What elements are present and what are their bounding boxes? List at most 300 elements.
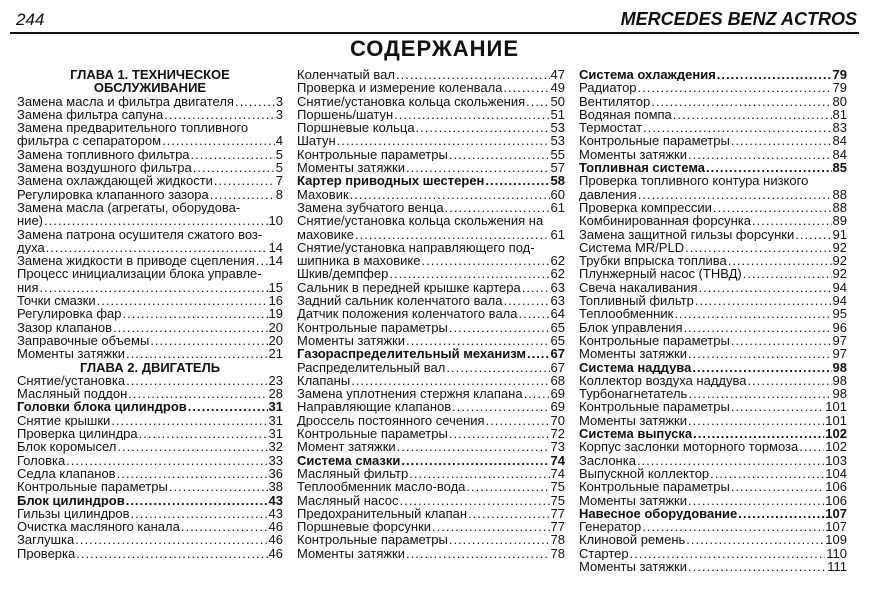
dot-leader [401, 454, 549, 467]
toc-entry[interactable] [297, 201, 565, 214]
toc-entry[interactable] [17, 507, 283, 520]
dot-leader [446, 361, 549, 374]
toc-entry-title: Направляющие клапанов [297, 400, 452, 414]
dot-leader [162, 134, 275, 147]
toc-page-number: 53 [550, 134, 565, 148]
toc-entry-title: Замена уплотнения стержня клапана [297, 387, 523, 401]
dot-leader [66, 454, 267, 467]
toc-entry-title: Клапаны [297, 373, 351, 388]
dot-leader [642, 520, 824, 533]
dot-leader [337, 134, 550, 147]
toc-entry-title: Контрольные параметры [579, 333, 730, 348]
toc-entry[interactable] [579, 267, 847, 280]
toc-page-number: 43 [268, 506, 283, 521]
dot-leader [126, 494, 268, 507]
toc-entry[interactable] [579, 374, 847, 387]
toc-page-number: 102 [825, 440, 847, 454]
toc-entry[interactable] [297, 547, 565, 560]
dot-leader [713, 201, 832, 214]
toc-entry[interactable] [17, 387, 283, 400]
dot-leader [75, 533, 267, 546]
dot-leader [128, 387, 267, 400]
toc-entry-title: Моменты затяжки [579, 147, 688, 162]
dot-leader [522, 281, 550, 294]
toc-page-number: 72 [550, 427, 565, 441]
dot-leader [527, 347, 550, 360]
toc-entry-title: Заслонка [579, 453, 636, 467]
toc-entry[interactable] [579, 480, 847, 493]
dot-leader [117, 440, 267, 453]
toc-entry[interactable] [579, 134, 847, 147]
toc-section[interactable] [297, 347, 565, 360]
toc-entry[interactable] [297, 467, 565, 480]
toc-entry[interactable] [297, 294, 565, 307]
dot-leader [46, 241, 268, 254]
toc-page-number: 63 [550, 280, 565, 295]
toc-page-number: 51 [550, 107, 565, 122]
toc-page-number: 19 [268, 307, 283, 321]
toc-entry-title: Седла клапанов [17, 466, 116, 481]
toc-entry[interactable] [579, 334, 847, 347]
toc-entry-title: Проверка цилиндра [17, 427, 138, 441]
toc-page-number: 98 [832, 373, 847, 388]
toc-page-number: 62 [550, 254, 565, 268]
toc-page-number: 74 [550, 466, 565, 481]
toc-entry[interactable] [297, 533, 565, 546]
toc-entry[interactable] [17, 294, 283, 307]
toc-entry[interactable] [297, 334, 565, 347]
toc-section[interactable] [579, 427, 847, 440]
toc-page-number: 73 [550, 440, 565, 454]
toc-entry[interactable] [17, 480, 283, 493]
page-title: СОДЕРЖАНИЕ [349, 36, 520, 61]
toc-entry-title: Корпус заслонки моторного тормоза [579, 440, 799, 454]
toc-page-number: 81 [832, 107, 847, 122]
toc-page-number: 106 [825, 480, 847, 494]
toc-entry[interactable] [297, 520, 565, 533]
toc-entry[interactable] [297, 281, 565, 294]
toc-entry[interactable] [17, 108, 283, 121]
dot-leader [706, 161, 832, 174]
toc-entry-line: Замена патрона осушителя сжатого воз- [17, 227, 263, 241]
toc-entry-title: Масляный поддон [17, 387, 128, 401]
toc-page-number: 101 [825, 400, 847, 414]
dot-leader [169, 480, 268, 493]
toc-page-number: 68 [550, 373, 565, 388]
toc-entry[interactable] [579, 454, 847, 467]
toc-section[interactable] [297, 174, 565, 187]
toc-entry[interactable] [579, 241, 847, 254]
toc-entry-title: Плунжерный насос (ТНВД) [579, 267, 742, 281]
toc-page-number: 83 [832, 121, 847, 135]
toc-page-number: 4 [275, 134, 283, 148]
toc-entry-title: Система наддува [579, 360, 692, 374]
toc-entry[interactable] [17, 267, 283, 294]
toc-page-number: 60 [550, 187, 565, 201]
toc-page-number: 101 [825, 413, 847, 428]
toc-entry[interactable] [17, 334, 283, 347]
chapter-heading [17, 68, 283, 95]
dot-leader [164, 108, 274, 121]
dot-leader [445, 201, 550, 214]
dot-leader [122, 307, 267, 320]
toc-page-number: 69 [550, 400, 565, 414]
toc-entry-title: Гильзы цилиндров [17, 506, 130, 521]
toc-entry-title: ния [17, 280, 39, 295]
toc-page-number: 5 [275, 147, 283, 162]
toc-entry[interactable] [297, 68, 565, 81]
toc-entry-title: Замена защитной гильзы форсунки [579, 227, 795, 241]
toc-page-number: 38 [268, 480, 283, 494]
toc-page-number: 62 [550, 267, 565, 281]
toc-entry-title: Зазор клапанов [17, 320, 113, 334]
dot-leader [688, 414, 824, 427]
toc-page-number: 16 [268, 294, 283, 308]
toc-entry[interactable] [297, 95, 565, 108]
dot-leader [485, 174, 549, 187]
toc-entry[interactable] [579, 547, 847, 560]
toc-entry[interactable] [17, 374, 283, 387]
toc-entry-line: Замена масла (агрегаты, оборудова- [17, 200, 241, 215]
toc-entry[interactable] [17, 520, 283, 533]
toc-entry-title: Теплообменник [579, 307, 674, 321]
toc-entry[interactable] [17, 347, 283, 360]
toc-page-number: 65 [550, 320, 565, 334]
toc-page-number: 103 [825, 453, 847, 467]
toc-entry[interactable] [297, 161, 565, 174]
toc-entry[interactable] [297, 134, 565, 147]
dot-leader [449, 148, 550, 161]
toc-entry-title: Контрольные параметры [297, 427, 448, 441]
toc-entry[interactable] [579, 440, 847, 453]
toc-entry[interactable] [579, 214, 847, 227]
toc-entry[interactable] [297, 361, 565, 374]
toc-page-number: 88 [832, 200, 847, 215]
dot-leader [684, 321, 832, 334]
toc-entry[interactable] [579, 81, 847, 94]
toc-entry[interactable] [297, 81, 565, 94]
toc-entry-title: Снятие/установка [17, 373, 126, 388]
toc-entry-title: Картер приводных шестерен [297, 174, 485, 188]
toc-entry-title: Моменты затяжки [579, 493, 688, 507]
toc-page-number: 92 [832, 254, 847, 268]
dot-leader [39, 281, 267, 294]
toc-page-number: 3 [275, 94, 283, 108]
dot-leader [738, 507, 824, 520]
dot-leader [688, 387, 831, 400]
toc-entry[interactable] [17, 121, 283, 148]
toc-page-number: 31 [268, 427, 283, 441]
dot-leader [503, 294, 549, 307]
toc-entry[interactable] [297, 121, 565, 134]
toc-page-number: 104 [825, 466, 847, 481]
toc-entry-title: Блок управления [579, 320, 683, 334]
toc-entry[interactable] [297, 374, 565, 387]
toc-entry-title: Газораспределительный механизм [297, 347, 526, 361]
toc-page-number: 21 [268, 347, 283, 361]
dot-leader [214, 174, 275, 187]
toc-entry-title: Сальник в передней крышке картера [297, 280, 521, 295]
toc-entry-title: Система MR/PLD [579, 240, 685, 255]
toc-section[interactable] [17, 400, 283, 413]
toc-entry[interactable] [297, 507, 565, 520]
toc-entry[interactable] [297, 400, 565, 413]
toc-entry-title: Моменты затяжки [579, 413, 688, 428]
toc-entry[interactable] [17, 201, 283, 228]
toc-entry[interactable] [17, 414, 283, 427]
toc-section[interactable] [297, 454, 565, 467]
toc-entry-title: Регулировка клапанного зазора [17, 187, 209, 201]
toc-page-number: 91 [832, 227, 847, 241]
toc-entry-title: Проверка и измерение коленвала [297, 81, 503, 95]
toc-entry[interactable] [579, 467, 847, 480]
toc-page-number: 74 [550, 453, 565, 467]
toc-page-number: 89 [832, 214, 847, 228]
toc-section[interactable] [579, 361, 847, 374]
toc-entry[interactable] [579, 281, 847, 294]
toc-page-number: 92 [832, 240, 847, 255]
dot-leader [193, 161, 275, 174]
toc-entry[interactable] [297, 480, 565, 493]
toc-entry[interactable] [297, 267, 565, 280]
toc-page-number: 84 [832, 134, 847, 148]
toc-page-number: 97 [832, 347, 847, 361]
toc-section[interactable] [17, 494, 283, 507]
dot-leader [699, 281, 832, 294]
toc-entry[interactable] [579, 121, 847, 134]
toc-entry[interactable] [17, 440, 283, 453]
toc-entry[interactable] [297, 241, 565, 268]
dot-leader [139, 427, 268, 440]
toc-entry-title: Шатун [297, 134, 336, 148]
dot-leader [210, 188, 275, 201]
toc-page-number: 58 [550, 174, 565, 188]
toc-page-number: 36 [268, 466, 283, 481]
toc-entry[interactable] [579, 148, 847, 161]
toc-page-number: 69 [550, 387, 565, 401]
toc-entry[interactable] [297, 148, 565, 161]
toc-entry[interactable] [17, 547, 283, 560]
toc-page-number: 55 [550, 147, 565, 162]
toc-entry-title: Замена жидкости в приводе сцепления [17, 254, 255, 268]
toc-page-number: 53 [550, 121, 565, 135]
toc-entry-title: давления [579, 187, 637, 201]
toc-entry[interactable] [17, 228, 283, 255]
toc-entry[interactable] [579, 201, 847, 214]
toc-entry-title: шипника в маховике [297, 254, 421, 268]
toc-entry[interactable] [579, 533, 847, 546]
toc-entry-title: Маховик [297, 187, 349, 201]
toc-entry-title: Снятие/установка кольца скольжения [297, 94, 526, 108]
toc-entry[interactable] [17, 254, 283, 267]
toc-entry-title: Система охлаждения [579, 68, 716, 82]
toc-entry[interactable] [297, 440, 565, 453]
dot-leader [674, 307, 831, 320]
toc-entry[interactable] [579, 307, 847, 320]
dot-leader [406, 334, 550, 347]
dot-leader [688, 347, 832, 360]
toc-entry[interactable] [297, 414, 565, 427]
toc-page-number: 43 [268, 493, 283, 507]
dot-leader [449, 533, 550, 546]
toc-entry[interactable] [17, 427, 283, 440]
toc-entry-line: Замена предварительного топливного [17, 121, 249, 135]
toc-entry-title: духа [17, 240, 45, 255]
toc-page-number: 88 [832, 187, 847, 201]
toc-page-number: 96 [832, 320, 847, 334]
toc-entry[interactable] [579, 347, 847, 360]
toc-entry-title: Топливный фильтр [579, 294, 694, 308]
book-title: MERCEDES BENZ ACTROS [620, 9, 857, 29]
toc-entry[interactable] [297, 307, 565, 320]
toc-entry-title: Стартер [579, 546, 629, 560]
toc-entry-line: Снятие/установка кольца скольжения на [297, 214, 544, 228]
toc-page-number: 98 [832, 360, 847, 374]
dot-leader [111, 414, 267, 427]
toc-entry[interactable] [579, 294, 847, 307]
toc-page-number: 70 [550, 413, 565, 428]
dot-leader [693, 427, 824, 440]
toc-page-number: 5 [275, 161, 283, 175]
toc-section[interactable] [579, 507, 847, 520]
toc-page-number: 14 [268, 254, 283, 268]
toc-entry[interactable] [579, 254, 847, 267]
toc-entry-title: Регулировка фар [17, 307, 122, 321]
toc-entry[interactable] [579, 560, 847, 573]
toc-entry[interactable] [297, 214, 565, 241]
toc-page-number: 97 [832, 333, 847, 348]
dot-leader [795, 228, 831, 241]
toc-page-number: 109 [825, 533, 847, 547]
toc-entry-title: Момент затяжки [297, 440, 396, 454]
toc-entry[interactable] [579, 520, 847, 533]
toc-page-number: 23 [268, 373, 283, 388]
toc-page-number: 85 [832, 161, 847, 175]
dot-leader [731, 400, 824, 413]
toc-entry-title: Топливная система [579, 161, 705, 175]
toc-page-number: 95 [832, 307, 847, 321]
dot-leader [117, 467, 268, 480]
toc-entry-title: Контрольные параметры [297, 533, 448, 547]
toc-entry[interactable] [297, 188, 565, 201]
toc-entry[interactable] [17, 188, 283, 201]
toc-entry-title: Вентилятор [579, 94, 651, 108]
toc-entry[interactable] [579, 321, 847, 334]
toc-page-number: 79 [832, 81, 847, 95]
toc-page-number: 67 [550, 347, 565, 361]
dot-leader [76, 547, 267, 560]
toc-entry[interactable] [297, 387, 565, 400]
toc-entry[interactable] [579, 400, 847, 413]
toc-entry-title: Моменты затяжки [17, 347, 126, 361]
dot-leader [630, 547, 826, 560]
dot-leader [748, 374, 832, 387]
dot-leader [685, 241, 831, 254]
toc-entry[interactable] [17, 467, 283, 480]
toc-entry[interactable] [17, 148, 283, 161]
dot-leader [503, 81, 549, 94]
toc-page-number: 28 [268, 387, 283, 401]
toc-entry[interactable] [17, 95, 283, 108]
dot-leader [400, 494, 550, 507]
toc-entry-title: Замена зубчатого венца [297, 200, 444, 215]
toc-entry[interactable] [579, 95, 847, 108]
toc-entry-title: Головки блока цилиндров [17, 400, 187, 414]
dot-leader [524, 387, 550, 400]
toc-entry-title: Коленчатый вал [297, 68, 395, 82]
toc-entry-title: Моменты затяжки [297, 546, 406, 560]
toc-entry[interactable] [579, 174, 847, 201]
toc-entry-title: Контрольные параметры [297, 320, 448, 334]
toc-page-number: 20 [268, 320, 283, 334]
toc-entry[interactable] [17, 533, 283, 546]
toc-page-number: 67 [550, 360, 565, 374]
dot-leader [526, 95, 549, 108]
dot-leader [688, 494, 824, 507]
toc-entry[interactable] [297, 321, 565, 334]
toc-entry-title: Замена охлаждающей жидкости [17, 174, 213, 188]
toc-entry[interactable] [297, 494, 565, 507]
toc-entry-title: Система выпуска [579, 427, 693, 441]
toc-page-number: 79 [832, 68, 847, 82]
toc-entry-title: Поршневые форсунки [297, 520, 432, 534]
dot-leader [651, 95, 831, 108]
dot-leader [394, 108, 549, 121]
toc-entry-title: Контрольные параметры [579, 400, 730, 414]
toc-entry-title: Заглушка [17, 533, 75, 547]
toc-page-number: 94 [832, 280, 847, 295]
toc-page-number: 57 [550, 161, 565, 175]
chapter-heading-line: ГЛАВА 1. ТЕХНИЧЕСКОЕ [70, 68, 230, 82]
toc-page-number: 33 [268, 453, 283, 467]
toc-entry-line: Процесс инициализации блока управле- [17, 267, 262, 281]
toc-section[interactable] [579, 68, 847, 81]
toc-entry[interactable] [579, 414, 847, 427]
toc-page-number: 61 [550, 200, 565, 215]
toc-entry-title: Проверка [17, 546, 76, 560]
toc-entry[interactable] [17, 454, 283, 467]
toc-entry-title: Водяная помпа [579, 107, 672, 122]
toc-entry-title: Замена фильтра сапуна [17, 107, 164, 122]
toc-entry-title: Шкив/демпфер [297, 267, 389, 281]
toc-entry[interactable] [579, 228, 847, 241]
toc-entry[interactable] [579, 387, 847, 400]
toc-page-number: 46 [268, 546, 283, 560]
toc-column-3 [579, 68, 847, 594]
toc-page-number: 111 [827, 559, 847, 574]
toc-entry[interactable] [297, 108, 565, 121]
toc-entry-title: Турбонагнетатель [579, 387, 688, 401]
dot-leader [113, 321, 267, 334]
dot-leader [637, 454, 824, 467]
toc-page-number: 65 [550, 333, 565, 348]
dot-leader [126, 374, 267, 387]
toc-entry[interactable] [579, 108, 847, 121]
toc-entry-title: Снятие крышки [17, 413, 111, 428]
toc-page-number: 63 [550, 294, 565, 308]
toc-entry-title: Навесное оборудование [579, 506, 738, 521]
toc-entry[interactable] [17, 161, 283, 174]
toc-entry[interactable] [17, 307, 283, 320]
toc-page-number: 92 [832, 267, 847, 281]
toc-entry[interactable] [297, 427, 565, 440]
dot-leader [728, 254, 832, 267]
toc-entry[interactable] [579, 494, 847, 507]
toc-section[interactable] [579, 161, 847, 174]
toc-entry[interactable] [17, 174, 283, 187]
dot-leader [731, 134, 832, 147]
toc-entry[interactable] [17, 321, 283, 334]
